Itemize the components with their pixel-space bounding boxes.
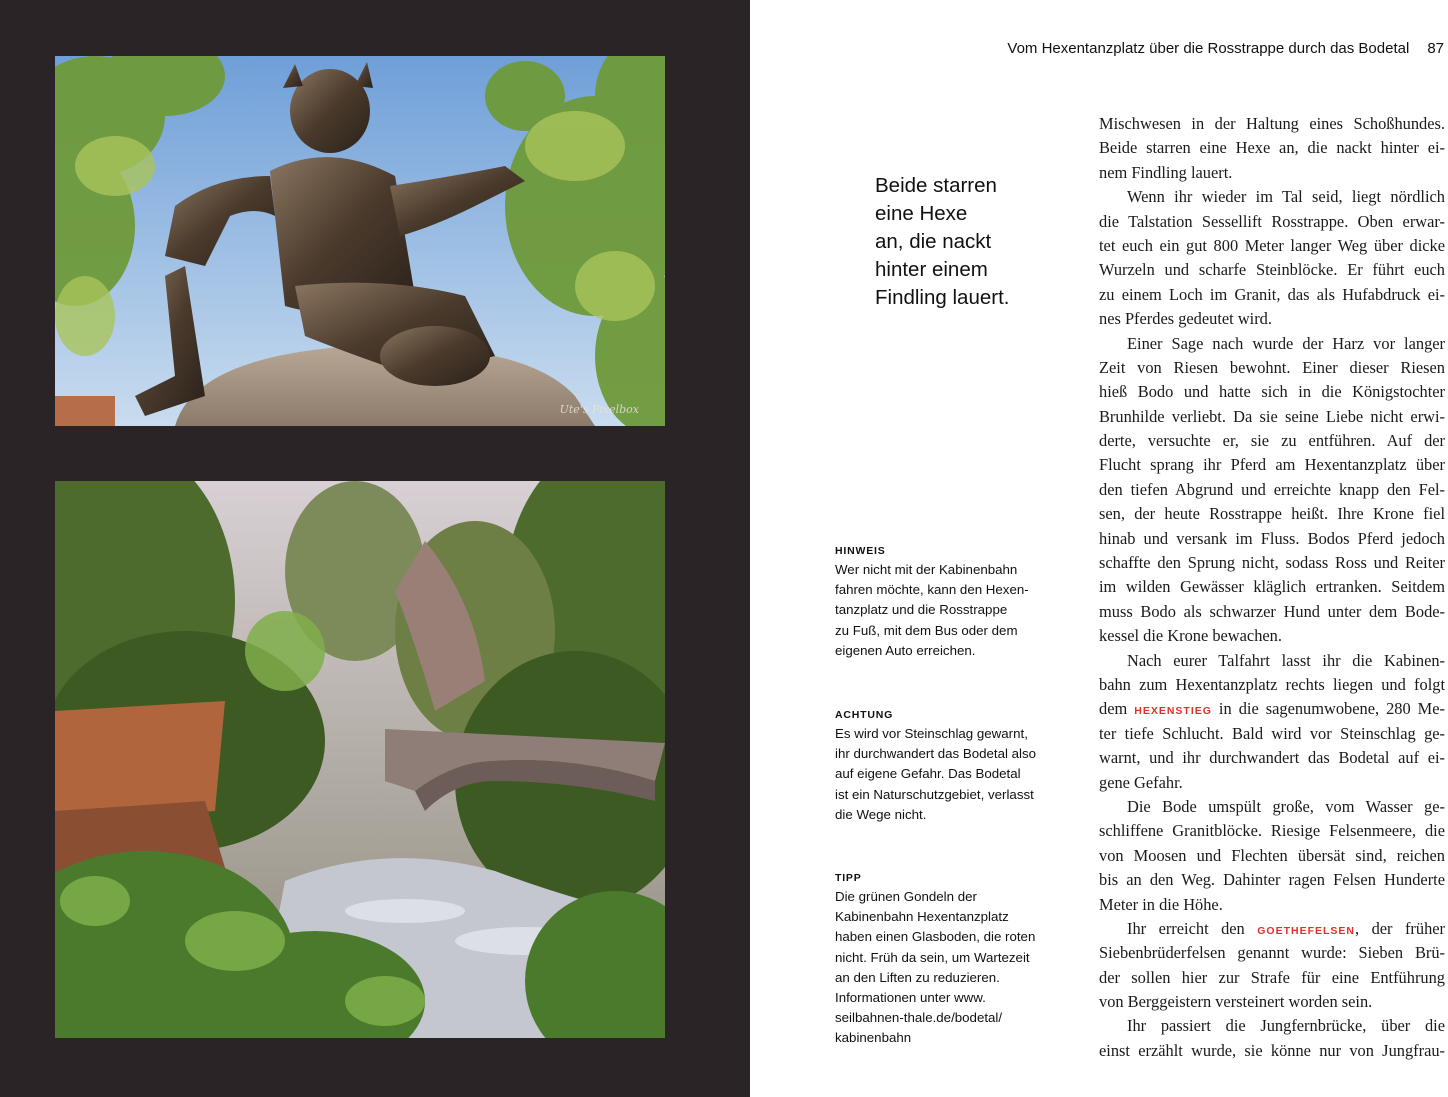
- body-line: derte, versuchte er, sie zu entführen. Auf der: [1099, 431, 1445, 451]
- body-line: Wenn ihr wieder im Tal seid, liegt nördlich: [1127, 187, 1445, 207]
- note-tipp: [835, 871, 1065, 1049]
- note-hinweis: [835, 544, 1065, 661]
- note-line: an den Liften zu reduzieren.: [835, 969, 1000, 985]
- body-line: muss Bodo als schwarzer Hund unter dem Bode-: [1099, 601, 1445, 621]
- body-line-text: in die sagenumwobene, 280 Me-: [1211, 699, 1445, 719]
- note-line: Die grünen Gondeln der: [835, 889, 977, 904]
- place-highlight: GOETHEFELSEN: [1257, 924, 1355, 937]
- note-line: ihr durchwandert das Bodetal also: [835, 746, 1037, 762]
- body-line-text: Ihr erreicht den: [1127, 918, 1258, 938]
- note-line: Es wird vor Steinschlag gewarnt,: [835, 726, 1028, 741]
- body-line: Zeit von Riesen bewohnt. Einer dieser Riesen: [1099, 357, 1445, 377]
- chapter-title: Vom Hexentanzplatz über die Rosstrappe durch das Bodetal: [1007, 40, 1410, 57]
- body-line: Brunhilde verliebt. Da sie seine Liebe nicht erwi-: [1099, 406, 1445, 426]
- note-line: nicht. Früh da sein, um Wartezeit: [835, 949, 1030, 965]
- body-line: nes Pferdes gedeutet wird.: [1099, 309, 1272, 329]
- pull-quote-line: an, die nackt: [875, 230, 992, 253]
- note-line: ist ein Naturschutzgebiet, verlasst: [835, 786, 1034, 802]
- body-line: Ihr passiert die Jungfernbrücke, über die: [1127, 1016, 1445, 1036]
- note-line: Wer nicht mit der Kabinenbahn: [835, 562, 1018, 577]
- body-line: zu einem Loch im Granit, das als Hufabdruck ei-: [1099, 284, 1445, 304]
- body-line: Die Bode umspült große, vom Wasser ge-: [1127, 796, 1445, 816]
- body-line: Wurzeln und scharfe Steinblöcke. Er führt euch: [1099, 260, 1445, 280]
- body-line: den tiefen Abgrund und erreichte knapp den Fel-: [1099, 479, 1445, 499]
- page-number: 87: [1427, 40, 1444, 57]
- body-line-text: dem: [1099, 699, 1135, 719]
- pull-quote-line: Beide starren: [875, 174, 997, 197]
- note-line: auf eigene Gefahr. Das Bodetal: [835, 766, 1021, 782]
- bodetal-bridge-photo: [55, 481, 665, 1038]
- note-heading: TIPP: [835, 872, 862, 884]
- pull-quote-line: eine Hexe: [875, 202, 968, 225]
- note-line: fahren möchte, kann den Hexen-: [835, 582, 1029, 598]
- body-line: [1099, 697, 1445, 721]
- body-line: Siebenbrüderfelsen genannt wurde: Sieben Brü-: [1099, 943, 1445, 963]
- body-line: schliffene Granitblöcke. Riesige Felsenmeere, die: [1099, 821, 1445, 841]
- body-line: der sollen hier zur Strafe für eine Entführung: [1099, 967, 1445, 987]
- note-line: Kabinenbahn Hexentanzplatz: [835, 909, 1009, 925]
- running-head: [1007, 40, 1444, 57]
- body-line: warnt, und ihr durchwandert das Bodetal auf ei-: [1099, 748, 1445, 768]
- place-highlight: HEXENSTIEG: [1134, 705, 1212, 718]
- body-line: Beide starren eine Hexe an, die nackt hinter ei-: [1099, 138, 1445, 158]
- pull-quote-line: hinter einem: [875, 258, 988, 281]
- body-line: [1099, 917, 1445, 941]
- pull-quote: [875, 172, 1075, 312]
- note-line: tanzplatz und die Rosstrappe: [835, 602, 1008, 618]
- body-line: Flucht sprang ihr Pferd am Hexentanzplatz über: [1099, 455, 1445, 475]
- body-line: tet euch ein gut 800 Meter langer Weg über dicke: [1099, 235, 1445, 255]
- body-line: im wilden Gewässer kläglich ertranken. Seitdem: [1099, 577, 1445, 597]
- body-line: ter tiefe Schlucht. Bald wird vor Steinschlag ge-: [1099, 723, 1445, 743]
- note-heading: HINWEIS: [835, 545, 886, 557]
- note-line: eigenen Auto erreichen.: [835, 642, 976, 658]
- body-line: gene Gefahr.: [1099, 772, 1183, 792]
- body-line: Einer Sage nach wurde der Harz vor langer: [1127, 333, 1445, 353]
- devil-statue-image: [55, 56, 665, 426]
- note-line: kabinenbahn: [835, 1030, 912, 1046]
- body-line: Meter in die Höhe.: [1099, 894, 1223, 914]
- note-line: haben einen Glasboden, die roten: [835, 929, 1036, 945]
- body-line: bis an den Weg. Dahinter ragen Felsen Hunderte: [1099, 870, 1445, 890]
- body-line: bahn zum Hexentanzplatz rechts liegen und folgt: [1099, 674, 1445, 694]
- body-line: nem Findling lauert.: [1099, 162, 1233, 182]
- body-line-text: , der früher: [1355, 918, 1445, 938]
- note-line: seilbahnen-thale.de/bodetal/: [835, 1010, 1003, 1026]
- note-line: die Wege nicht.: [835, 806, 927, 822]
- pull-quote-line: Findling lauert.: [875, 286, 1010, 309]
- body-line: sen, der heute Rosstrappe heißt. Ihre Krone fiel: [1099, 504, 1445, 524]
- body-line: Mischwesen in der Haltung eines Schoßhundes.: [1099, 114, 1445, 133]
- note-heading: ACHTUNG: [835, 709, 894, 721]
- body-line: von Moosen und Flechten übersät sind, reichen: [1099, 845, 1445, 865]
- body-line: schaffte den Sprung nicht, sodass Ross und Reiter: [1099, 553, 1445, 573]
- devil-statue-photo: [55, 56, 665, 426]
- body-line: einst erzählt wurde, sie könne nur von Jungfrau-: [1099, 1040, 1445, 1060]
- body-line: die Talstation Sessellift Rosstrappe. Oben erwar-: [1099, 211, 1445, 231]
- body-line: hieß Bodo und hatte sich in die Königstochter: [1099, 382, 1445, 402]
- body-text: [1099, 112, 1445, 1063]
- note-line: zu Fuß, mit dem Bus oder dem: [835, 622, 1018, 638]
- photo-credit: Ute's Pixelbox: [559, 403, 639, 416]
- note-achtung: [835, 708, 1065, 825]
- body-line: von Berggeistern versteinert worden sein.: [1099, 992, 1373, 1012]
- right-page: [750, 0, 1448, 1097]
- body-line: kessel die Krone bewachen.: [1099, 626, 1282, 646]
- bodetal-bridge-image: [55, 481, 665, 1038]
- note-line: Informationen unter www.: [835, 990, 986, 1006]
- body-line: Nach eurer Talfahrt lasst ihr die Kabinen-: [1127, 650, 1445, 670]
- body-line: hinab und versank im Fluss. Bodos Pferd jedoch: [1099, 528, 1445, 548]
